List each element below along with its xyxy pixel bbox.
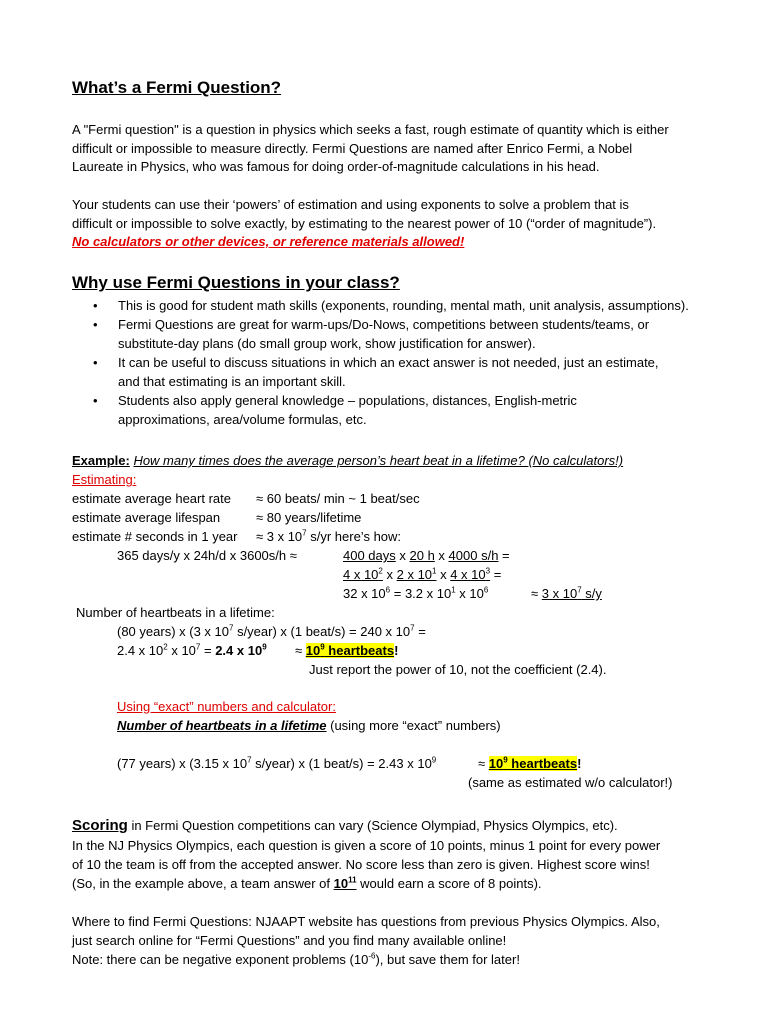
heartbeats-line-1: (80 years) x (3 x $10^7$ s/year) x (1 beat/s) = 240 x $10^7$ = bbox=[117, 623, 426, 639]
exact-heading: Using “exact” numbers and calculator: bbox=[117, 699, 336, 714]
answer-exact: ≈ $10^9$ heartbeats! bbox=[478, 755, 582, 771]
why-heading: Why use Fermi Questions in your class? bbox=[72, 273, 400, 292]
where-line-2: just search online for “Fermi Questions” and you find many available online! bbox=[72, 933, 507, 948]
heart-rate-value: ≈ 60 beats/ min ~ 1 beat/sec bbox=[256, 491, 420, 506]
where-line-1: Where to find Fermi Questions: NJAAPT website has questions from previous Physics Olympics. Also, bbox=[72, 914, 660, 929]
intro-line: Your students can use their ‘powers’ of estimation and using exponents to solve a problem that is bbox=[72, 197, 629, 212]
page-title: What’s a Fermi Question? bbox=[72, 78, 282, 97]
scoring-line-2: In the NJ Physics Olympics, each question is given a score of 10 points, minus 1 point for every power bbox=[72, 838, 661, 853]
example-question: How many times does the average person’s heart beat in a lifetime? (No calculators!) bbox=[133, 453, 624, 468]
list-item: • This is good for student math skills (exponents, rounding, mental math, unit analysis, assumptions). bbox=[93, 296, 743, 315]
example-label: Example: bbox=[72, 453, 130, 468]
seconds-label: estimate # seconds in 1 year bbox=[72, 529, 238, 544]
intro-line: difficult or impossible to measure directly. Fermi Questions are named after Enrico Fermi, a Nobel bbox=[72, 141, 633, 156]
calc-final: ≈ 3 x $10^7$ s/y bbox=[531, 585, 602, 601]
calc-row-1: 400 days x 20 h x 4000 s/h = bbox=[343, 548, 510, 563]
report-note: Just report the power of 10, not the coefficient (2.4). bbox=[309, 662, 607, 677]
list-item: • Fermi Questions are great for warm-ups/Do-Nows, competitions between students/teams, or substitute-day plans (do small group work, show justification for answer). bbox=[93, 315, 743, 353]
seconds-value: ≈ 3 x $10^7$ s/yr here’s how: bbox=[256, 528, 402, 544]
example-heading bbox=[72, 452, 623, 469]
intro-line: difficult or impossible to solve exactly, by estimating to the nearest power of 10 (“order of magnitude”). bbox=[72, 216, 657, 231]
lifespan-value: ≈ 80 years/lifetime bbox=[256, 510, 362, 525]
where-line-3: Note: there can be negative exponent problems $(10^{-6})$, but save them for later! bbox=[72, 951, 520, 967]
why-bullet-list bbox=[93, 296, 743, 429]
calc-row-3: 32 x $10^6 = 3.2$ x $10^1$ x $10^6$ bbox=[343, 585, 489, 601]
list-item: • Students also apply general knowledge – populations, distances, English-metric approximations, area/volume formulas, etc. bbox=[93, 391, 743, 429]
heartbeats-line-2: 2.4 x $10^2$ x $10^7 = 2.4$ x $10^9$ bbox=[117, 642, 267, 658]
lifespan-label: estimate average lifespan bbox=[72, 510, 221, 525]
list-item: • It can be useful to discuss situations in which an exact answer is not needed, just an estimate, and that estimating is an important skill. bbox=[93, 353, 743, 391]
exact-line: (77 years) x (3.15 x $10^7$ s/year) x (1 beat/s) = 2.43 x $10^9$ bbox=[117, 755, 437, 771]
calc-line: 365 days/y x 24h/d x 3600s/h ≈ bbox=[117, 548, 297, 563]
exact-label-row: Number of heartbeats in a lifetime (using more “exact” numbers) bbox=[117, 718, 501, 733]
intro-line: A "Fermi question" is a question in physics which seeks a fast, rough estimate of quantity which is either bbox=[72, 122, 669, 137]
same-note: (same as estimated w/o calculator!) bbox=[468, 775, 673, 790]
scoring-line-1: Scoring in Fermi Question competitions can vary (Science Olympiad, Physics Olympics, etc). bbox=[72, 817, 618, 834]
scoring-line-4: (So, in the example above, a team answer of $10^{11}$ would earn a score of 8 points). bbox=[72, 875, 542, 891]
scoring-line-3: of 10 the team is off from the accepted answer. No score less than zero is given. Highest score wins! bbox=[72, 857, 650, 872]
intro-line: Laureate in Physics, who was famous for doing order-of-magnitude calculations in his head. bbox=[72, 159, 600, 174]
estimating-label: Estimating: bbox=[72, 472, 137, 487]
warning-text: No calculators or other devices, or reference materials allowed! bbox=[72, 234, 465, 249]
calc-row-2: 4 x $10^2$ x 2 x $10^1$ x 4 x $10^3$ = bbox=[343, 566, 502, 582]
heartbeats-label: Number of heartbeats in a lifetime: bbox=[76, 605, 275, 620]
answer-estimate: ≈ $10^9$ heartbeats! bbox=[295, 642, 399, 658]
heart-rate-label: estimate average heart rate bbox=[72, 491, 231, 506]
